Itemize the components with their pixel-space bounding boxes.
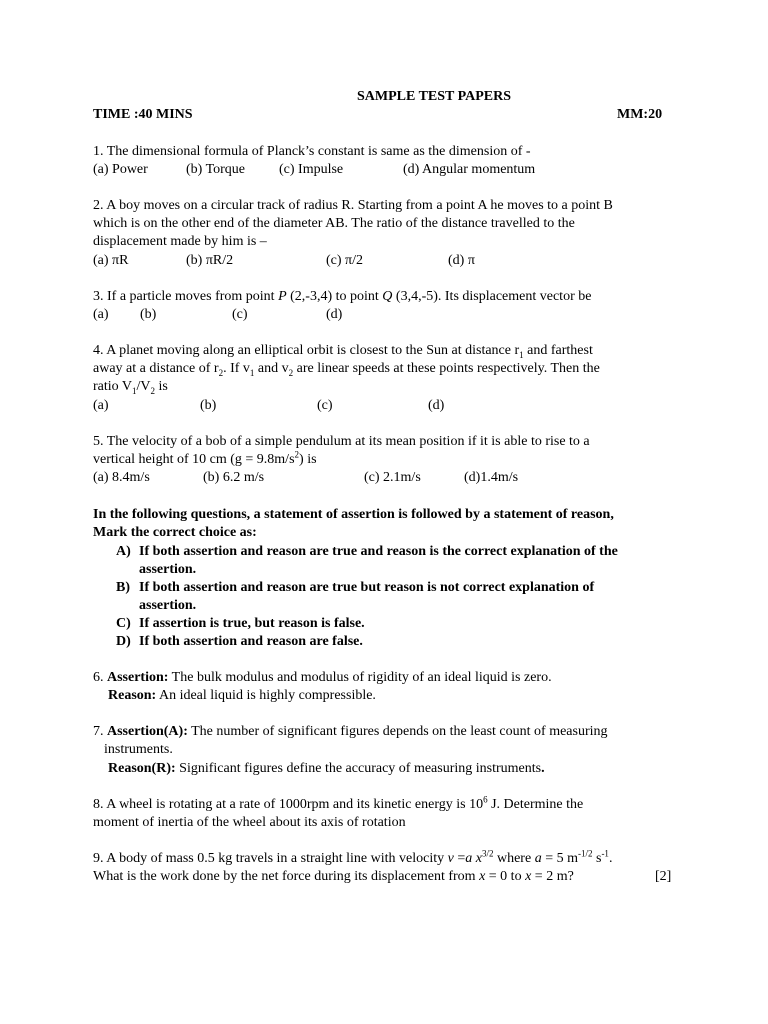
q5-l2-b: ) is bbox=[299, 452, 317, 467]
option-a: (a) bbox=[93, 307, 109, 322]
question-8-line-2: moment of inertia of the wheel about its axis of rotation bbox=[93, 815, 406, 830]
option-c: (c) π/2 bbox=[326, 253, 363, 268]
question-9-line-2 bbox=[93, 868, 574, 886]
option-d: (d) bbox=[326, 307, 343, 322]
var-a: a bbox=[534, 851, 542, 866]
question-7-assertion bbox=[93, 723, 608, 741]
q9-l2-c: = 2 m? bbox=[531, 869, 574, 884]
question-2-line-2: which is on the other end of the diameter AB. The ratio of the distance travelled to the bbox=[93, 216, 575, 231]
q4-l2-d: are linear speeds at these points respectively. Then the bbox=[293, 361, 600, 376]
option-c: (c) 2.1m/s bbox=[364, 470, 421, 485]
point-q: Q bbox=[382, 289, 393, 304]
question-5-line-1: 5. The velocity of a bob of a simple pendulum at its mean position if it is able to rise to a bbox=[93, 434, 590, 449]
assertion-text: The bulk modulus and modulus of rigidity of an ideal liquid is zero. bbox=[168, 670, 552, 685]
q5-l2-a: vertical height of 10 cm (g = 9.8m/s bbox=[93, 452, 295, 467]
q4-l3-c: is bbox=[155, 379, 168, 394]
question-9-marks: [2] bbox=[655, 869, 672, 884]
option-d: (d) Angular momentum bbox=[403, 162, 536, 177]
option-a: (a) 8.4m/s bbox=[93, 470, 150, 485]
superscript: -1/2 bbox=[577, 848, 593, 859]
choice-text: If both assertion and reason are true but reason is not correct explanation of bbox=[139, 580, 595, 595]
var-v: v bbox=[447, 851, 454, 866]
question-6-assertion bbox=[93, 669, 552, 687]
q9-l2-b: = 0 to bbox=[485, 869, 526, 884]
assertion-label: Assertion(A): bbox=[107, 724, 188, 739]
subscript: 1 bbox=[249, 367, 255, 378]
option-b: (b) 6.2 m/s bbox=[203, 470, 265, 485]
question-8-line-1 bbox=[93, 796, 583, 814]
question-5-line-2 bbox=[93, 451, 317, 469]
assertion-instructions-line-1: In the following questions, a statement of assertion is followed by a statement of reason, bbox=[93, 507, 614, 522]
q4-l2-c: and v bbox=[254, 361, 289, 376]
time-label: TIME :40 MINS bbox=[93, 107, 193, 122]
q4-l2-b: . If v bbox=[223, 361, 250, 376]
reason-text: An ideal liquid is highly compressible. bbox=[156, 688, 376, 703]
superscript: 6 bbox=[483, 794, 488, 805]
assertion-label: Assertion: bbox=[107, 670, 169, 685]
question-2-line-1: 2. A boy moves on a circular track of radius R. Starting from a point A he moves to a point B bbox=[93, 198, 613, 213]
choice-letter: B) bbox=[116, 580, 130, 595]
option-b: (b) bbox=[140, 307, 157, 322]
assertion-instructions-line-2: Mark the correct choice as: bbox=[93, 525, 257, 540]
unit-s: s bbox=[592, 851, 602, 866]
where-text: where bbox=[493, 851, 535, 866]
var-a: a bbox=[465, 851, 473, 866]
assertion-text: The number of significant figures depends on the least count of measuring bbox=[187, 724, 608, 739]
q7-number: 7. bbox=[93, 724, 107, 739]
q3-suffix: (3,4,-5). Its displacement vector be bbox=[392, 289, 592, 304]
subscript: 2 bbox=[150, 385, 156, 396]
option-b: (b) πR/2 bbox=[186, 253, 234, 268]
option-d: (d) bbox=[428, 398, 445, 413]
question-4-line-1 bbox=[93, 342, 593, 360]
superscript: 2 bbox=[294, 449, 300, 460]
var-x: x bbox=[479, 869, 486, 884]
choice-text: If assertion is true, but reason is false. bbox=[139, 616, 365, 631]
superscript: 3/2 bbox=[481, 848, 494, 859]
option-b: (b) Torque bbox=[186, 162, 246, 177]
option-a: (a) πR bbox=[93, 253, 129, 268]
subscript: 2 bbox=[288, 367, 294, 378]
q4-l1-end: and farthest bbox=[523, 343, 593, 358]
option-c: (c) Impulse bbox=[279, 162, 344, 177]
q4-l3-b: /V bbox=[136, 379, 151, 394]
option-d: (d) π bbox=[448, 253, 475, 268]
value-text: = 5 m bbox=[541, 851, 578, 866]
option-a: (a) bbox=[93, 398, 109, 413]
choice-letter: D) bbox=[116, 634, 131, 649]
reason-period: . bbox=[541, 761, 545, 776]
question-6-reason bbox=[108, 687, 376, 705]
q4-l2-a: away at a distance of r bbox=[93, 361, 219, 376]
var-x: x bbox=[475, 851, 482, 866]
option-c: (c) bbox=[232, 307, 248, 322]
q8-l1-a: 8. A wheel is rotating at a rate of 1000rpm and its kinetic energy is 10 bbox=[93, 797, 484, 812]
q4-l1-text: 4. A planet moving along an elliptical orbit is closest to the Sun at distance r bbox=[93, 343, 520, 358]
subscript: 1 bbox=[519, 349, 524, 360]
choice-text-cont: assertion. bbox=[139, 562, 197, 577]
page-title: SAMPLE TEST PAPERS bbox=[357, 89, 512, 104]
choice-text: If both assertion and reason are true and reason is the correct explanation of the bbox=[139, 544, 618, 559]
option-a: (a) Power bbox=[93, 162, 148, 177]
option-d: (d)1.4m/s bbox=[464, 470, 519, 485]
reason-label: Reason(R): bbox=[108, 761, 176, 776]
q8-l1-b: J. Determine the bbox=[487, 797, 584, 812]
superscript: -1 bbox=[601, 848, 609, 859]
question-1-text: 1. The dimensional formula of Planck’s constant is same as the dimension of - bbox=[93, 144, 531, 159]
question-7-reason bbox=[108, 760, 545, 778]
question-7-assertion-cont: instruments. bbox=[104, 742, 173, 757]
choice-text-cont: assertion. bbox=[139, 598, 197, 613]
var-x: x bbox=[525, 869, 532, 884]
question-4-line-2 bbox=[93, 360, 600, 378]
question-9-line-1 bbox=[93, 850, 612, 868]
subscript: 2 bbox=[218, 367, 224, 378]
q4-l3-a: ratio V bbox=[93, 379, 133, 394]
subscript: 1 bbox=[132, 385, 137, 396]
q6-number: 6. bbox=[93, 670, 107, 685]
question-2-line-3: displacement made by him is – bbox=[93, 234, 267, 249]
q9-l1-a: 9. A body of mass 0.5 kg travels in a straight line with velocity bbox=[93, 851, 448, 866]
q3-prefix: 3. If a particle moves from point bbox=[93, 289, 279, 304]
question-4-line-3 bbox=[93, 378, 168, 396]
question-3-text bbox=[93, 288, 591, 306]
option-c: (c) bbox=[317, 398, 333, 413]
point-p: P bbox=[278, 289, 287, 304]
period: . bbox=[608, 851, 613, 866]
reason-label: Reason: bbox=[108, 688, 157, 703]
choice-letter: A) bbox=[116, 544, 131, 559]
equals: = bbox=[453, 851, 466, 866]
reason-text: Significant figures define the accuracy of measuring instruments bbox=[175, 761, 542, 776]
q9-l2-a: What is the work done by the net force during its displacement from bbox=[93, 869, 480, 884]
q3-middle: (2,-3,4) to point bbox=[286, 289, 383, 304]
choice-letter: C) bbox=[116, 616, 131, 631]
choice-text: If both assertion and reason are false. bbox=[139, 634, 363, 649]
option-b: (b) bbox=[200, 398, 217, 413]
max-marks-label: MM:20 bbox=[617, 107, 663, 122]
